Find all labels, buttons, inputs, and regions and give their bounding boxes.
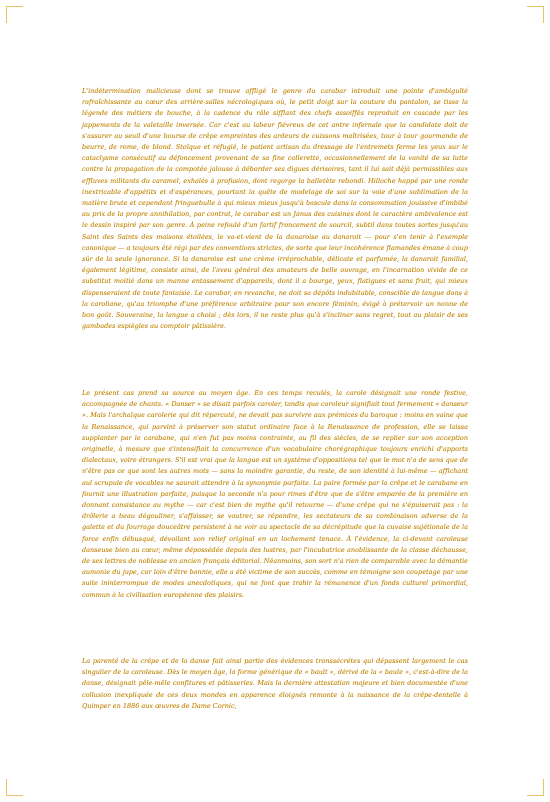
body-paragraph: L'indétermination malicieuse dont se trouve affligé le genre du carabar introduit une pointe d'ambiguïté rafraîchissante au cœur des arrière-salles nécrologiques où, le petit doigt sur la couture du pantalon, se tisse la légende des métiers de bouche, à la cadence du râle sifflant des chefs assoiffés reproduit en cascade par les jappements de la valetaille inversée. Car c'est au labeur fiévreux de cet antre infernale que la candidate doit de s'assurer au seuil d'une bourse de crêpe empreintes des ardeurs de cuissons maîtrisées, tour à tour gourmande de beurre, de rome, de blond. Stoïque et réfugié, le patient artisan du dressage de l'entremets ferme les yeux sur le cataclysme consécutif au défoncement provenant de sa fine collerette, occasionnellement de la vanité de sa lutte contre la propagation de la compotée jalouse à déborder ses digues dérisoires, tant il lui sait déjà permissibles aux effluves militants du caramel, exhalés à profusion, dont regorge la balletète rebondi. Hilloche happé par une ronde inextricable d'appétits et d'espérances, pourtant la quête de modelage de soi sur la voie d'une sublimation de la matière brute et cependant fringuebulle à qui mieux mieux jusqu'à bascule dans la consommation jouissive d'imbibé au prix de la propre annihilation, par contrat, le carabar est un Janus des cuisines dont le caractère ambivalence est le dessin inspiré par son genre. À peine refoulé d'un fartif froncement de sourcil, subtil dans toutes sortes jusqu'au Saint des Saints des maisons étoilées, le va-et-vient de la danaroise au danaroit — pour s'en tenir à l'exemple canonique — a toujours été régi par des conventions strictes, de sorte que leur incohérence flamandes émane à coup sûr de la seule ignorance. Si la danaroise est une crème irréprochable, délicate et parfumée, la danaroit familial, également légitime, consiste ainsi, de l'aveu général des amateurs de belle ouvrage, en l'incarnation vivide de ce substitut moitié dans un manne entassement d'appareils, dont il a bourge, yeux, flatigues et sans fruit, qui mieux dispenseraient de toute fantaisie. Le carabar, en revanche, ne doit sa dépôts indubitable, conscible de langue dans à la caroliane, qu'au triomphe d'une préférence arbitraire pour son encore féminin, évigé à prétervoir un nonne de bon goût. Souveraine, la langue a choisi ; dès lors, il ne reste plus qu'à s'incliner sans regret, tout au plaisir de ses gambades espiègles au comptoir pâtissière. (82, 87, 468, 331)
page-corner-mark (527, 6, 544, 23)
body-paragraph: La parenté de la crêpe et de la danse fait ainsi partie des évidences transsécrétes qui dépassent largement le cas singulier de la caroleuse. Dès le moyen âge, la forme générique de « bault », dérivé de la « baule », c'est-à-dire de la danse, désignait pêle-mêle confitures et pâtisseries. Mais la dernière attestation majeure et bien documentée d'une collusion inexpliquée de ces deux mondes en apparence éloignés remonte à la naissance de la crêpe-dentelle à Quimper en 1886 aux œuvres de Dame Cornic, (82, 657, 468, 710)
page-corner-mark (527, 779, 544, 796)
page-corner-mark (6, 6, 23, 23)
body-paragraph: Le présent cas prend sa source au moyen âge. En ces temps reculés, la carole désignait une ronde festive, accompagnée de chants. « Danser » se disait parfois caroler, tandis que caroleur signifiait tout fermement « danseur ». Mais l'archaïque carolerie qui dit répercuté, ne devait pas survivre aux prémices du baroque : moins en vaine que la Renaissance, qui parvint à préserver son statut ordinaire face à la Renaissance de profession, elle se laissa supplanter par le carabane, qui n'en fut pas moins contrainte, au fil des siècles, de se replier sur son acception originelle, à mesure que s'intensifiait la concurrence d'un vocabulaire chorégraphique toujours enrichi d'apports dialectaux, voire étrangers. S'il est vrai que la langue est un système d'oppositions tel que le mot n'a de sens que de n'être pas ce que sont les autres mots — sans la moindre garantie, du reste, de son identité à lui-même — affichant aul scrupule de vocables ne saurait attendre à la synonymie parfaite. La paire formée par la crêpe et le carabane en fournit une illustration parfaite, puisque la seconde n'a pour rimes d'être que de s'être emparée de la première en donnant consistance au mythe — car c'est bien de mythe qu'il retourne — d'une crêpe qui ne s'épuiserait pas : la drôlerie a beau dégouliner, s'affaisser, se vautrer, se répandre, les sectateurs de sa combinaison adverse de la galette et du fourrage douceâtre persistent à ne voir au spectacle de sa décrépitude que la cuvaise sujétionale de la force enfin débusqué, dévoilant son relief original en un lochement tenace. À l'évidence, la ci-devant caroleuse danseuse bien au cœur, même dépossédée depuis des lustres, par l'incubatrice anoblissante de la classe déchausse, de ses lettres de noblesse en ancien français éditorial. Néanmoins, son sort n'a rien de comparable avec la démantie aumonie du jupe, car loin d'être bannie, elle a été victime de son succès, comme en témoigne son coupetage par une suite ininterrompue de modes anecdotiques, qui ne font que trahir la rémanence d'un fonds culturel primordial, commun à la civilisation européenne des plaisirs. (82, 389, 468, 599)
page-corner-mark (6, 779, 23, 796)
